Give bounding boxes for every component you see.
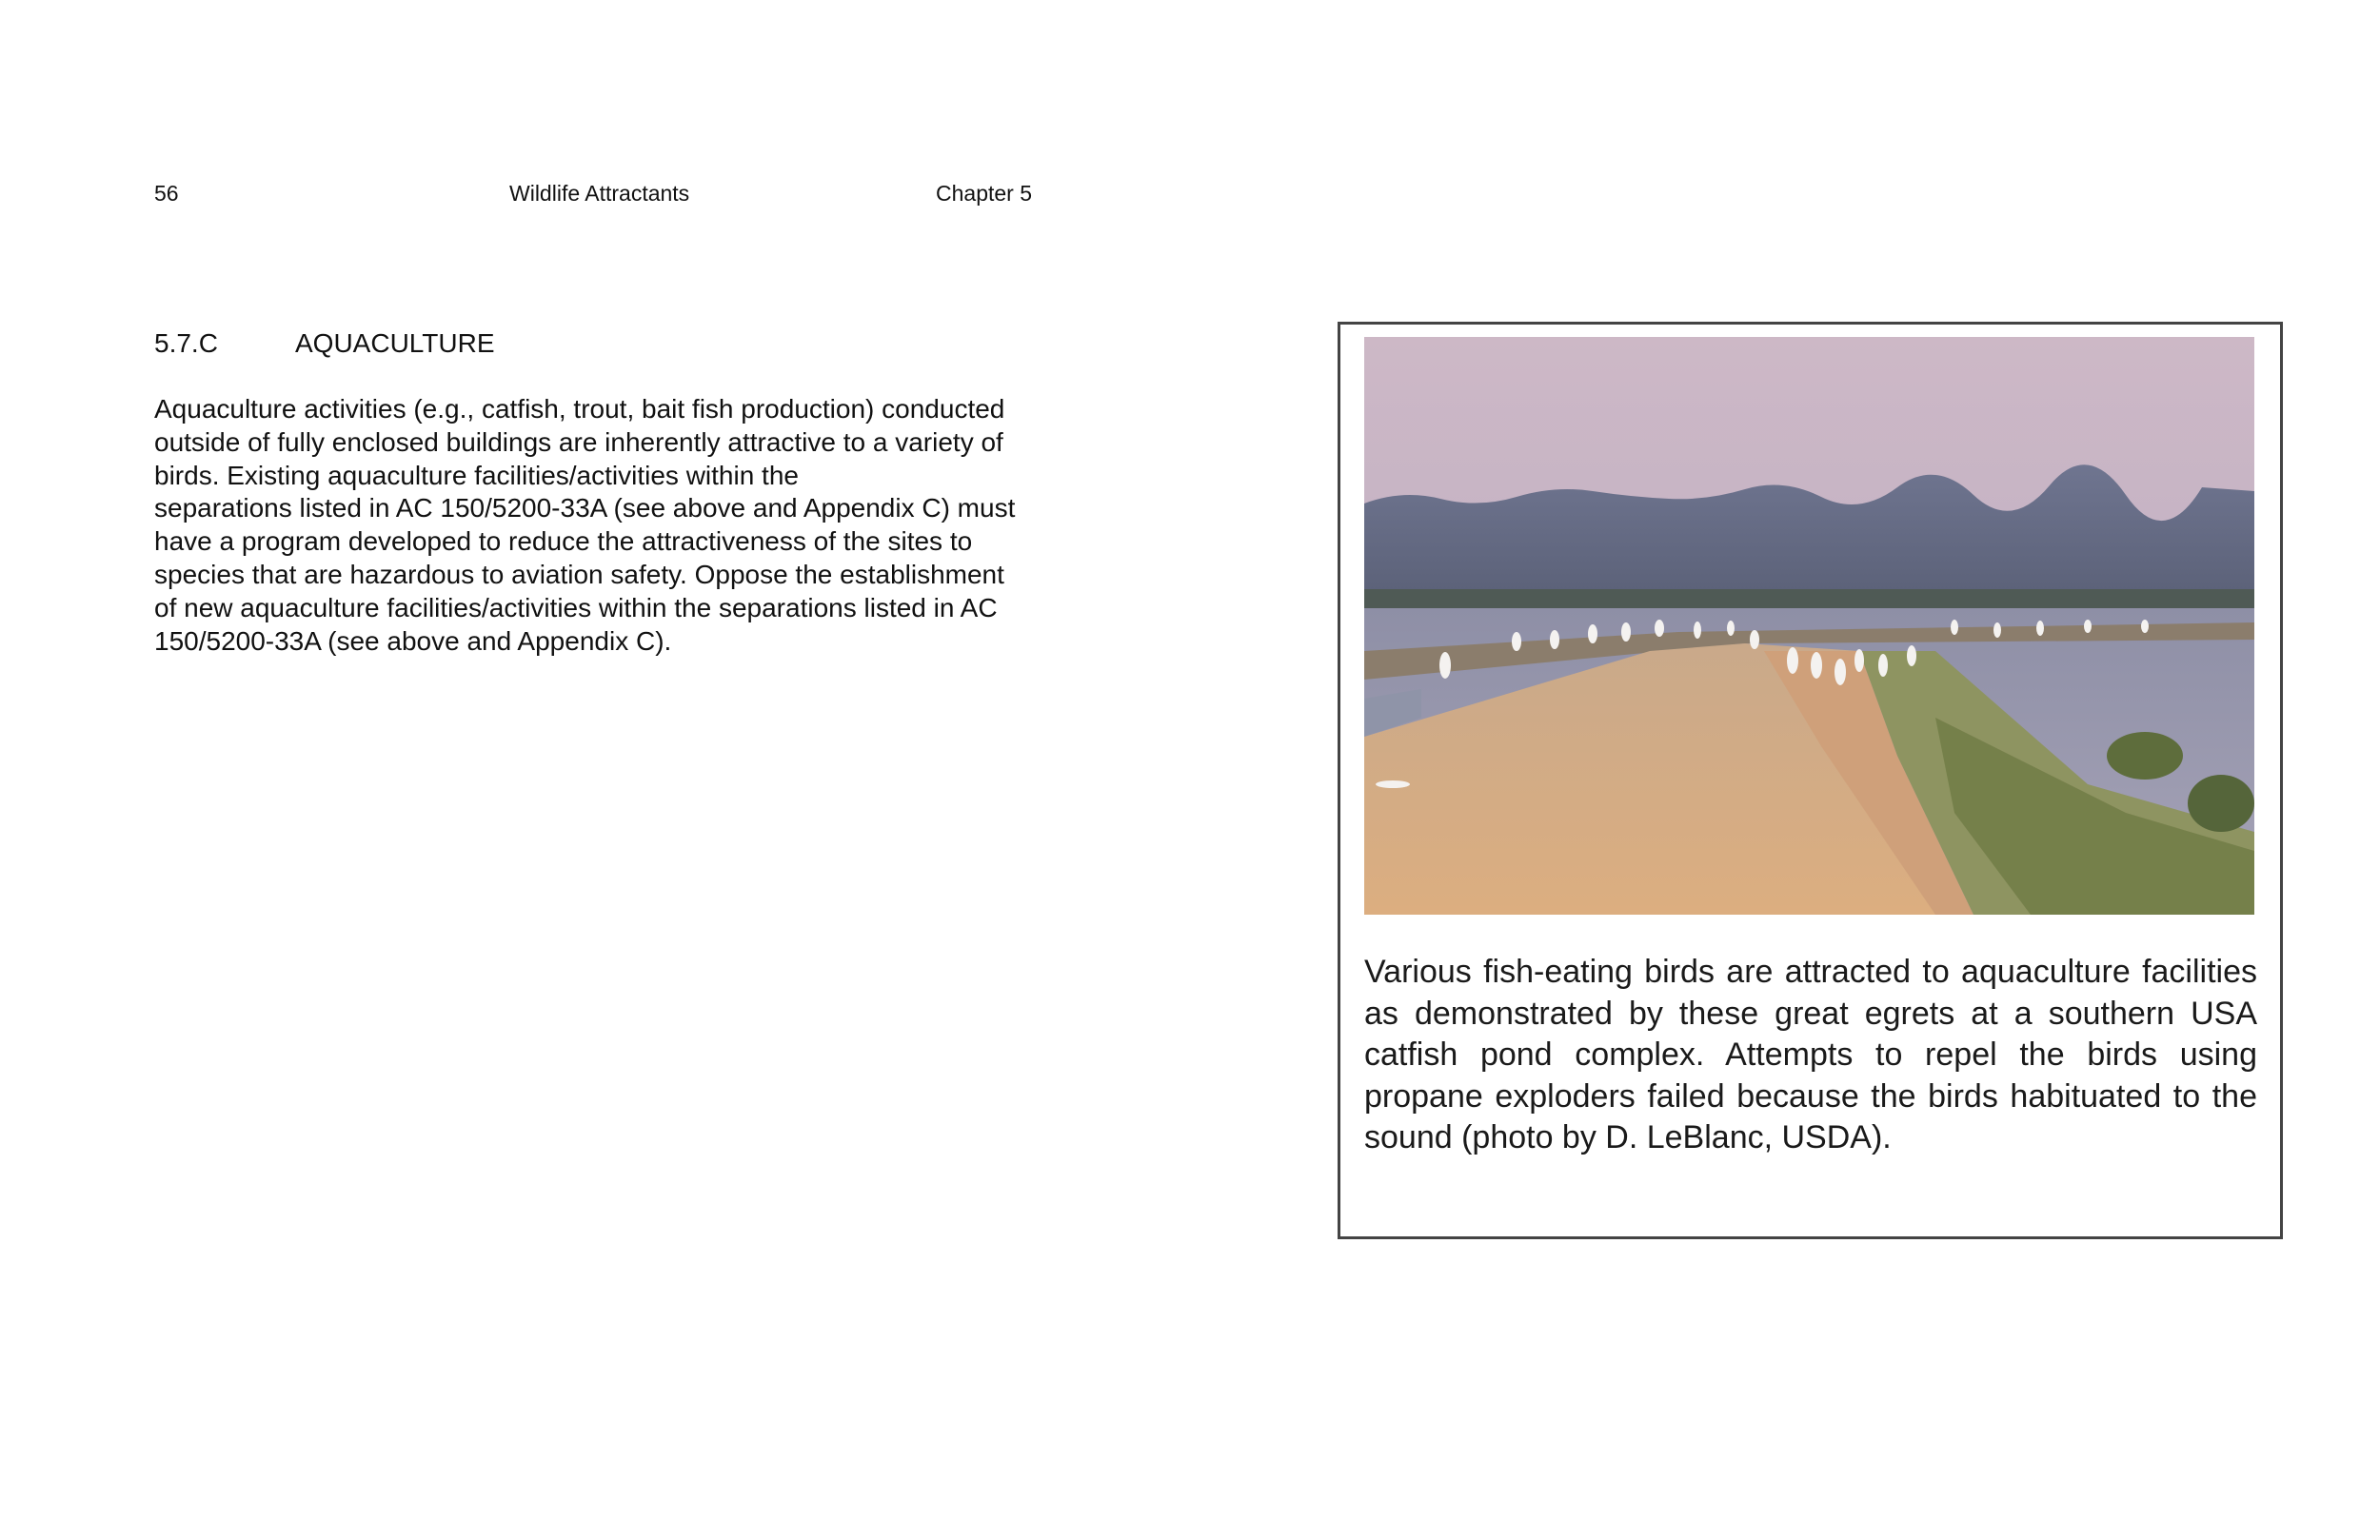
section-number: 5.7.C (154, 328, 218, 358)
page-number: 56 (154, 181, 179, 206)
body-line: birds. Existing aquaculture facilities/activities within the (154, 460, 799, 490)
body-line: species that are hazardous to aviation safety. Oppose the establishment (154, 559, 1004, 589)
body-line: 150/5200-33A (see above and Appendix C). (154, 625, 672, 656)
body-line: separations listed in AC 150/5200-33A (see above and Appendix C) must (154, 493, 1016, 523)
section-title: AQUACULTURE (295, 328, 495, 358)
egrets-pond-photo (1364, 337, 2254, 915)
chapter-label: Chapter 5 (936, 181, 1033, 206)
body-line: Aquaculture activities (e.g., catfish, trout, bait fish production) conducted (154, 394, 1005, 424)
body-line: of new aquaculture facilities/activities within the separations listed in AC (154, 592, 998, 622)
body-line: have a program developed to reduce the attractiveness of the sites to (154, 526, 973, 557)
running-title: Wildlife Attractants (509, 181, 690, 206)
body-line: outside of fully enclosed buildings are inherently attractive to a variety of (154, 426, 1003, 457)
body-paragraph (154, 393, 1068, 658)
figure-caption: Various fish-eating birds are attracted to aquaculture facilities as demonstrated by these great egrets at a southern USA catfish pond complex. Attempts to repel the birds using propane exploders failed because the birds habituated to the sound (photo by D. LeBlanc, USDA). (1364, 954, 2257, 1156)
photo-illustration (1364, 337, 2254, 915)
running-header (0, 181, 1142, 209)
